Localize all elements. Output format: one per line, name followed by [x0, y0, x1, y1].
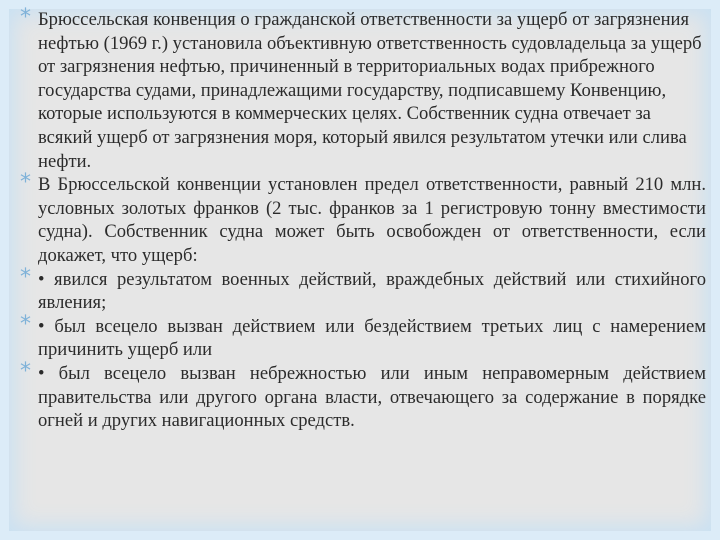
asterisk-bullet-icon: * — [20, 5, 31, 30]
asterisk-bullet-icon: * — [20, 264, 31, 290]
paragraph-text: • был всецело вызван действием или бездействием третьих лиц с намерением причинить ущерб или — [38, 315, 706, 361]
asterisk-bullet-icon: * — [20, 170, 31, 196]
paragraph-text: • был всецело вызван небрежностью или иным неправомерным действием правительства или другого органа власти, отвечающего за содержание в порядке огней и других навигационных средств. — [38, 362, 706, 432]
paragraph-text: В Брюссельской конвенции установлен предел ответственности, равный 210 млн. условных золотых франков (2 тыс. франков за 1 регистровую тонну вместимости судна). Собственник судна может быть освобожден от ответственности, если докажет, что ущерб: — [38, 174, 706, 266]
slide-content — [16, 5, 706, 528]
paragraph-brussels-convention — [16, 5, 706, 173]
paragraph-liability-limit — [16, 170, 706, 267]
paragraph-text: • явился результатом военных действий, враждебных действий или стихийного явления; — [38, 268, 706, 314]
asterisk-bullet-icon: * — [20, 358, 31, 384]
asterisk-bullet-icon: * — [20, 311, 31, 337]
paragraph-exemption-third-parties — [16, 311, 706, 362]
paragraph-exemption-government — [16, 358, 706, 433]
paragraph-exemption-war — [16, 264, 706, 315]
paragraph-text: Брюссельская конвенция о гражданской ответственности за ущерб от загрязнения нефтью (1969 г.) установила объективную ответственность судовладельца за ущерб от загрязнения нефтью, причиненный в территориальных водах прибрежного государства судами, принадлежащими государству, подписавшему Конвенцию, которые используются в коммерческих целях. Собственник судна отвечает за всякий ущерб от загрязнения моря, который явился результатом утечки или слива нефти. — [38, 9, 702, 172]
